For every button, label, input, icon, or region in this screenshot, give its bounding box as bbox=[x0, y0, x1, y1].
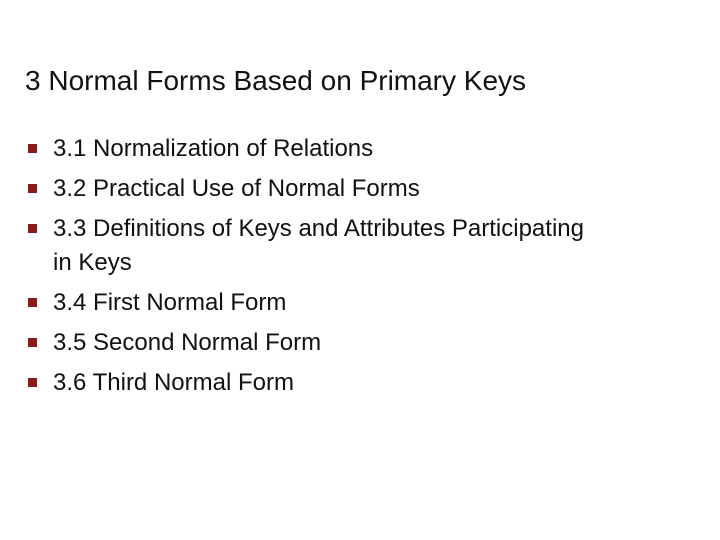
bullet-item bbox=[25, 326, 585, 360]
bullet-list bbox=[25, 132, 585, 406]
square-bullet-icon bbox=[28, 378, 37, 387]
slide-title: 3 Normal Forms Based on Primary Keys bbox=[25, 65, 527, 96]
bullet-text: 3.6 Third Normal Form bbox=[53, 369, 294, 396]
bullet-text: 3.1 Normalization of Relations bbox=[53, 135, 374, 162]
bullet-item bbox=[25, 132, 585, 166]
bullet-text: 3.3 Definitions of Keys and Attributes Participating in Keys bbox=[53, 215, 584, 276]
bullet-text: 3.4 First Normal Form bbox=[53, 289, 287, 316]
bullet-item bbox=[25, 366, 585, 400]
square-bullet-icon bbox=[28, 338, 37, 347]
square-bullet-icon bbox=[28, 224, 37, 233]
bullet-item bbox=[25, 286, 585, 320]
bullet-text: 3.5 Second Normal Form bbox=[53, 329, 322, 356]
square-bullet-icon bbox=[28, 144, 37, 153]
square-bullet-icon bbox=[28, 298, 37, 307]
bullet-item bbox=[25, 172, 585, 206]
bullet-item bbox=[25, 212, 585, 280]
square-bullet-icon bbox=[28, 184, 37, 193]
bullet-text: 3.2 Practical Use of Normal Forms bbox=[53, 175, 420, 202]
